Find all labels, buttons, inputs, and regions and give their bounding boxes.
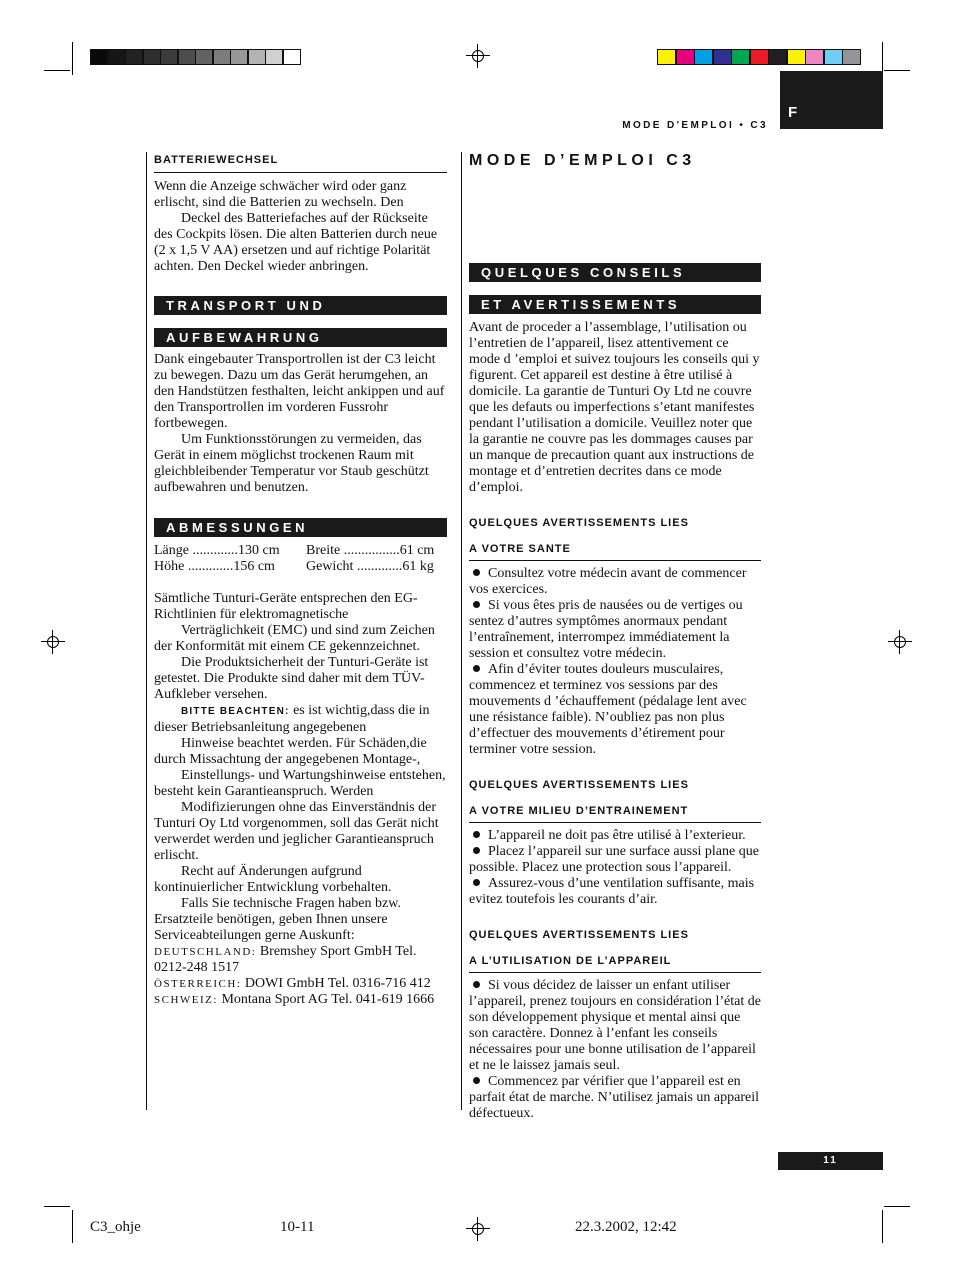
crop-mark	[44, 1206, 70, 1207]
paragraph: Wenn die Anzeige schwächer wird oder ganz erlischt, sind die Batterien zu wechseln. Den	[154, 179, 407, 210]
bullet-icon	[473, 847, 480, 854]
column-rule	[461, 152, 462, 1110]
country-label: SCHWEIZ:	[154, 994, 218, 1006]
footer-pages: 10-11	[280, 1219, 315, 1235]
bullet-icon	[473, 569, 480, 576]
gray-swatch	[178, 49, 196, 65]
color-swatch	[657, 49, 676, 65]
bullet-list	[469, 828, 761, 908]
contact-de	[154, 944, 447, 976]
contact-text: Bremshey Sport GmbH Tel. 0212-248 1517	[154, 944, 417, 975]
bullet-text: Commencez par vérifier que l’appareil est en parfait état de marche. N’utilisez jamais un appareil défectueux.	[469, 1074, 759, 1121]
dim-breite: Breite ................61 cm	[306, 543, 435, 558]
registration-mark-icon	[45, 634, 61, 650]
contact-ch	[154, 992, 447, 1008]
gray-swatch	[230, 49, 248, 65]
paragraph: Sämtliche Tunturi-Geräte entsprechen den EG-Richtlinien für elektromagnetische	[154, 591, 418, 622]
gray-swatch	[125, 49, 143, 65]
column-rule	[146, 152, 147, 1110]
paragraph: Modifizierungen ohne das Einverständnis der Tunturi Oy Ltd vorgenommen, soll das Gerät nicht verwerdet werden und jeglicher Garantieanspruch erlischt.	[154, 800, 439, 863]
intro-paragraph: Avant de proceder a l’assemblage, l’utilisation ou l’entretien de l’appareil, lisez attentivement ce mode d ’emploi et suivez toujours les conseils qui y figurent. Cet appareil est destine à être utilisé à domicile. La garantie de Tunturi Oy Ltd ne couvre que les defauts ou imperfections s’etant manifestes pendant l’utilisation a domicile. Veuillez noter que la garantie ne couvre pas les dommages causes par un manque de precaution quant aux instructions de montage et d’entretien decrites dans ce mode d’emploi.	[469, 320, 760, 495]
bullet-item	[469, 828, 761, 844]
gray-swatch	[265, 49, 283, 65]
warning-subheading: A VOTRE SANTE	[469, 542, 761, 561]
contact-text: Montana Sport AG Tel. 041-619 1666	[217, 992, 435, 1007]
section-bar-aufbewahrung: AUFBEWAHRUNG	[154, 328, 447, 347]
gray-swatch	[90, 49, 108, 65]
warning-subheading: A L’UTILISATION DE L’APPAREIL	[469, 954, 761, 973]
bullet-text: Assurez-vous d’une ventilation suffisante, mais evitez toutefois les courants d’air.	[469, 876, 755, 907]
crop-mark	[44, 70, 70, 71]
bullet-text: Placez l’appareil sur une surface aussi plane que possible. Placez une protection sous l’appareil.	[469, 844, 759, 875]
paragraph: Hinweise beachtet werden. Für Schäden,die durch Missachtung der angegebenen Montage-,	[154, 736, 427, 767]
section-bar-conseils: QUELQUES CONSEILS	[469, 263, 761, 282]
color-swatch	[805, 49, 824, 65]
color-swatch	[787, 49, 806, 65]
bullet-icon	[473, 665, 480, 672]
color-swatch	[768, 49, 787, 65]
footer-datetime: 22.3.2002, 12:42	[575, 1219, 677, 1235]
language-tab	[780, 71, 883, 129]
crop-mark	[884, 70, 910, 71]
paragraph: Deckel des Batteriefaches auf der Rückseite des Cockpits lösen. Die alten Batterien durch neue (2 x 1,5 V AA) ersetzen und auf richtige Polarität achten. Den Deckel wieder anbringen.	[154, 211, 438, 274]
dimensions-table	[154, 543, 447, 575]
paragraph: Verträglichkeit (EMC) und sind zum Zeichen der Konformität mit einem CE gekennzeichnet.	[154, 623, 435, 654]
country-label: DEUTSCHLAND:	[154, 946, 257, 958]
section-bar-abmessungen: ABMESSUNGEN	[154, 518, 447, 537]
registration-mark-icon	[470, 48, 486, 64]
gray-swatch	[108, 49, 126, 65]
color-swatch	[750, 49, 769, 65]
notice-text: es ist wichtig,dass die in dieser Betriebsanleitung angegebenen	[154, 703, 430, 735]
color-swatch	[842, 49, 861, 65]
crop-mark	[884, 1206, 910, 1207]
crop-mark	[72, 42, 73, 75]
paragraph: Dank eingebauter Transportrollen ist der C3 leicht zu bewegen. Dazu um das Gerät herumgehen, an den Handstützen festhalten, leicht ankippen und auf den Transportrollen im vorderen Fussrohr fortbewegen.	[154, 352, 445, 431]
footer-filename: C3_ohje	[90, 1219, 141, 1235]
notice-label: BITTE BEACHTEN:	[181, 706, 290, 717]
registration-mark-icon	[470, 1221, 486, 1237]
dim-laenge: Länge .............130 cm	[154, 543, 280, 558]
bullet-text: Si vous décidez de laisser un enfant utiliser l’appareil, prenez toujours en considération l’état de son développement physique et mental ainsi que son caractère. Donnez à l’enfant les conseils nécessaires pour une bonne utilisation de l’appareil et ne le laissez jamais seul.	[469, 978, 761, 1073]
bullet-icon	[473, 601, 480, 608]
contact-text: DOWI GmbH Tel. 0316-716 412	[241, 976, 431, 991]
bullet-item	[469, 1074, 761, 1122]
running-head: MODE D'EMPLOI • C3	[622, 120, 768, 131]
section-bar-avertissements: ET AVERTISSEMENTS	[469, 295, 761, 314]
gray-swatch	[143, 49, 161, 65]
page-number: 11	[778, 1152, 883, 1170]
paragraph	[154, 703, 447, 736]
bullet-icon	[473, 831, 480, 838]
paragraph: Einstellungs- und Wartungshinweise entstehen, besteht kein Garantieanspruch. Werden	[154, 768, 446, 799]
bullet-icon	[473, 879, 480, 886]
bullet-item	[469, 662, 761, 758]
gray-swatch	[195, 49, 213, 65]
right-column	[469, 151, 761, 1122]
gray-swatch	[213, 49, 231, 65]
crop-mark	[882, 1210, 883, 1243]
warning-heading: QUELQUES AVERTISSEMENTS LIES	[469, 929, 689, 941]
gray-swatch	[160, 49, 178, 65]
bullet-text: L’appareil ne doit pas être utilisé à l’exterieur.	[488, 828, 746, 843]
bullet-icon	[473, 1077, 480, 1084]
country-label: ÖSTERREICH:	[154, 978, 242, 990]
warning-subheading: A VOTRE MILIEU D’ENTRAINEMENT	[469, 804, 761, 823]
paragraph: Um Funktionsstörungen zu vermeiden, das Gerät in einem möglichst trockenen Raum mit gleichbleibender Temperatur vor Staub geschützt aufbewahren und benutzen.	[154, 432, 429, 495]
bullet-text: Consultez votre médecin avant de commencer vos exercices.	[469, 566, 747, 597]
crop-mark	[72, 1210, 73, 1243]
color-swatch	[676, 49, 695, 65]
section-heading-battery: BATTERIEWECHSEL	[154, 153, 447, 173]
paragraph: Recht auf Änderungen aufgrund kontinuierlicher Entwicklung vorbehalten.	[154, 864, 392, 895]
gray-swatch	[248, 49, 266, 65]
contact-at	[154, 976, 447, 992]
bullet-list	[469, 566, 761, 758]
color-swatch	[713, 49, 732, 65]
page-title: MODE D’EMPLOI C3	[469, 152, 696, 169]
warning-heading: QUELQUES AVERTISSEMENTS LIES	[469, 779, 689, 791]
bullet-item	[469, 876, 761, 908]
paragraph: Die Produktsicherheit der Tunturi-Geräte ist getestet. Die Produkte sind daher mit dem TÜV-Aufkleber versehen.	[154, 655, 429, 702]
bullet-text: Si vous êtes pris de nausées ou de vertiges ou sentez d’autres symptômes anormaux pendant l’entraînement, interrompez immédiatement la session et consultez votre médecin.	[469, 598, 743, 661]
paragraph: Falls Sie technische Fragen haben bzw. Ersatzteile benötigen, geben Ihnen unsere Serviceabteilungen gerne Auskunft:	[154, 896, 401, 943]
bullet-icon	[473, 981, 480, 988]
color-swatch	[824, 49, 843, 65]
dim-hoehe: Höhe .............156 cm	[154, 559, 275, 574]
bullet-item	[469, 844, 761, 876]
color-swatch	[694, 49, 713, 65]
gray-swatch	[283, 49, 301, 65]
section-bar-transport: TRANSPORT UND	[154, 296, 447, 315]
tab-letter: F	[788, 104, 798, 121]
warning-heading: QUELQUES AVERTISSEMENTS LIES	[469, 517, 689, 529]
bullet-list	[469, 978, 761, 1122]
left-column	[154, 153, 447, 1008]
color-swatch	[731, 49, 750, 65]
bullet-item	[469, 598, 761, 662]
bullet-item	[469, 566, 761, 598]
dim-gewicht: Gewicht .............61 kg	[306, 559, 434, 574]
bullet-text: Afin d’éviter toutes douleurs musculaires, commencez et terminez vos sessions par des mouvements d ’échauffement (pédalage lent avec une résistance faible). N’oubliez pas non plus d’effectuer des mouvements d’étirement pour terminer votre session.	[469, 662, 747, 757]
registration-mark-icon	[892, 634, 908, 650]
bullet-item	[469, 978, 761, 1074]
